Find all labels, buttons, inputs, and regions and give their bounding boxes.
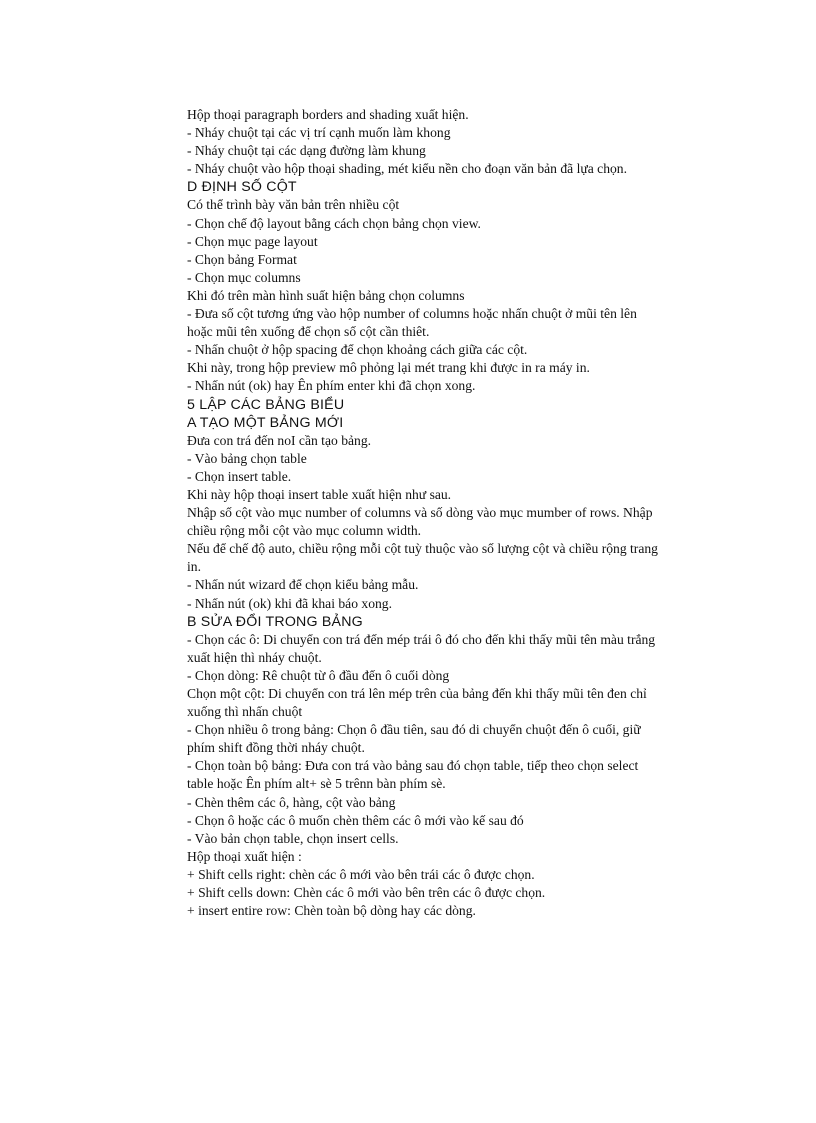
text-line: Chọn một cột: Di chuyển con trá lên mép trên của bảng đến khi thấy mũi tên đen chỉ xuống thì nhấn chuột [187,686,647,720]
section-heading: 5 LẬP CÁC BẢNG BIỂU [187,396,345,413]
text-line: Khi này hộp thoại insert table xuất hiện như sau. [187,486,452,502]
text-line: + Shift cells down: Chèn các ô mới vào bên trên các ô được chọn. [187,885,546,901]
text-line: - Đưa số cột tương ứng vào hộp number of columns hoặc nhấn chuột ở mũi tên lên hoặc mũi tên xuống để chọn số cột cần thiêt. [187,306,637,340]
document-page [187,106,662,920]
text-line: - Chọn ô hoặc các ô muốn chèn thêm các ô mới vào kế sau đó [187,812,524,828]
text-line: Hộp thoại paragraph borders and shading xuất hiện. [187,107,469,122]
text-line: - Chọn toàn bộ bảng: Đưa con trá vào bảng sau đó chọn table, tiếp theo chọn select table hoặc Ên phím alt+ sè 5 trênn bàn phím sè. [187,758,639,792]
text-line: Khi đó trên màn hình suất hiện bảng chọn columns [187,287,465,303]
text-line: - Nháy chuột tại các vị trí cạnh muốn làm khong [187,125,451,141]
text-line: Hộp thoại xuất hiện : [187,848,302,864]
text-line: Nhập số cột vào mục number of columns và số dòng vào mục mumber of rows. Nhập chiều rộng mỗi cột vào mục column width. [187,505,653,539]
text-line: Nếu để chế độ auto, chiều rộng mỗi cột tuỳ thuộc vào số lượng cột và chiều rộng trang in. [187,541,658,575]
text-line: + Shift cells right: chèn các ô mới vào bên trái các ô được chọn. [187,866,535,882]
document-body [187,106,662,920]
text-line: - Chèn thêm các ô, hàng, cột vào bảng [187,794,396,810]
section-heading: B SỬA ĐỔI TRONG BẢNG [187,613,363,630]
text-line: - Nháy chuột tại các dạng đường làm khung [187,143,426,159]
text-line: - Chọn chế độ layout bằng cách chọn bảng chọn view. [187,215,481,231]
text-line: - Nháy chuột vào hộp thoại shading, mét kiểu nền cho đoạn văn bản đã lựa chọn. [187,161,627,177]
text-line: - Vào bảng chọn table [187,450,307,466]
text-line: - Chọn mục page layout [187,233,318,249]
section-heading: D ĐỊNH SỐ CỘT [187,179,297,196]
text-line: - Chọn mục columns [187,269,301,285]
text-line: - Nhấn nút (ok) khi đã khai báo xong. [187,595,392,611]
text-line: - Nhấn nút (ok) hay Ên phím enter khi đã chọn xong. [187,378,476,394]
text-line: + insert entire row: Chèn toàn bộ dòng hay các dòng. [187,903,476,919]
text-line: Khi này, trong hộp preview mô phỏng lại mét trang khi được in ra máy in. [187,360,590,376]
text-line: Đưa con trá đến noI cần tạo bảng. [187,432,372,448]
text-line: - Chọn insert table. [187,468,292,484]
text-line: - Chọn bảng Format [187,251,297,267]
text-line: Có thể trình bày văn bản trên nhiều cột [187,197,400,213]
text-line: - Chọn dòng: Rê chuột từ ô đầu đến ô cuối dòng [187,667,450,683]
text-line: - Vào bản chọn table, chọn insert cells. [187,830,399,846]
text-line: - Chọn nhiều ô trong bảng: Chọn ô đầu tiên, sau đó di chuyển chuột đến ô cuối, giữ phím shift đồng thời nháy chuột. [187,722,641,756]
text-line: - Chọn các ô: Di chuyển con trá đến mép trái ô đó cho đến khi thấy mũi tên màu trắng xuất hiện thì nháy chuột. [187,631,656,665]
section-heading: A TẠO MỘT BẢNG MỚI [187,414,344,431]
text-line: - Nhấn chuột ở hộp spacing để chọn khoảng cách giữa các cột. [187,342,528,358]
text-line: - Nhấn nút wizard để chọn kiểu bảng mẫu. [187,577,419,593]
